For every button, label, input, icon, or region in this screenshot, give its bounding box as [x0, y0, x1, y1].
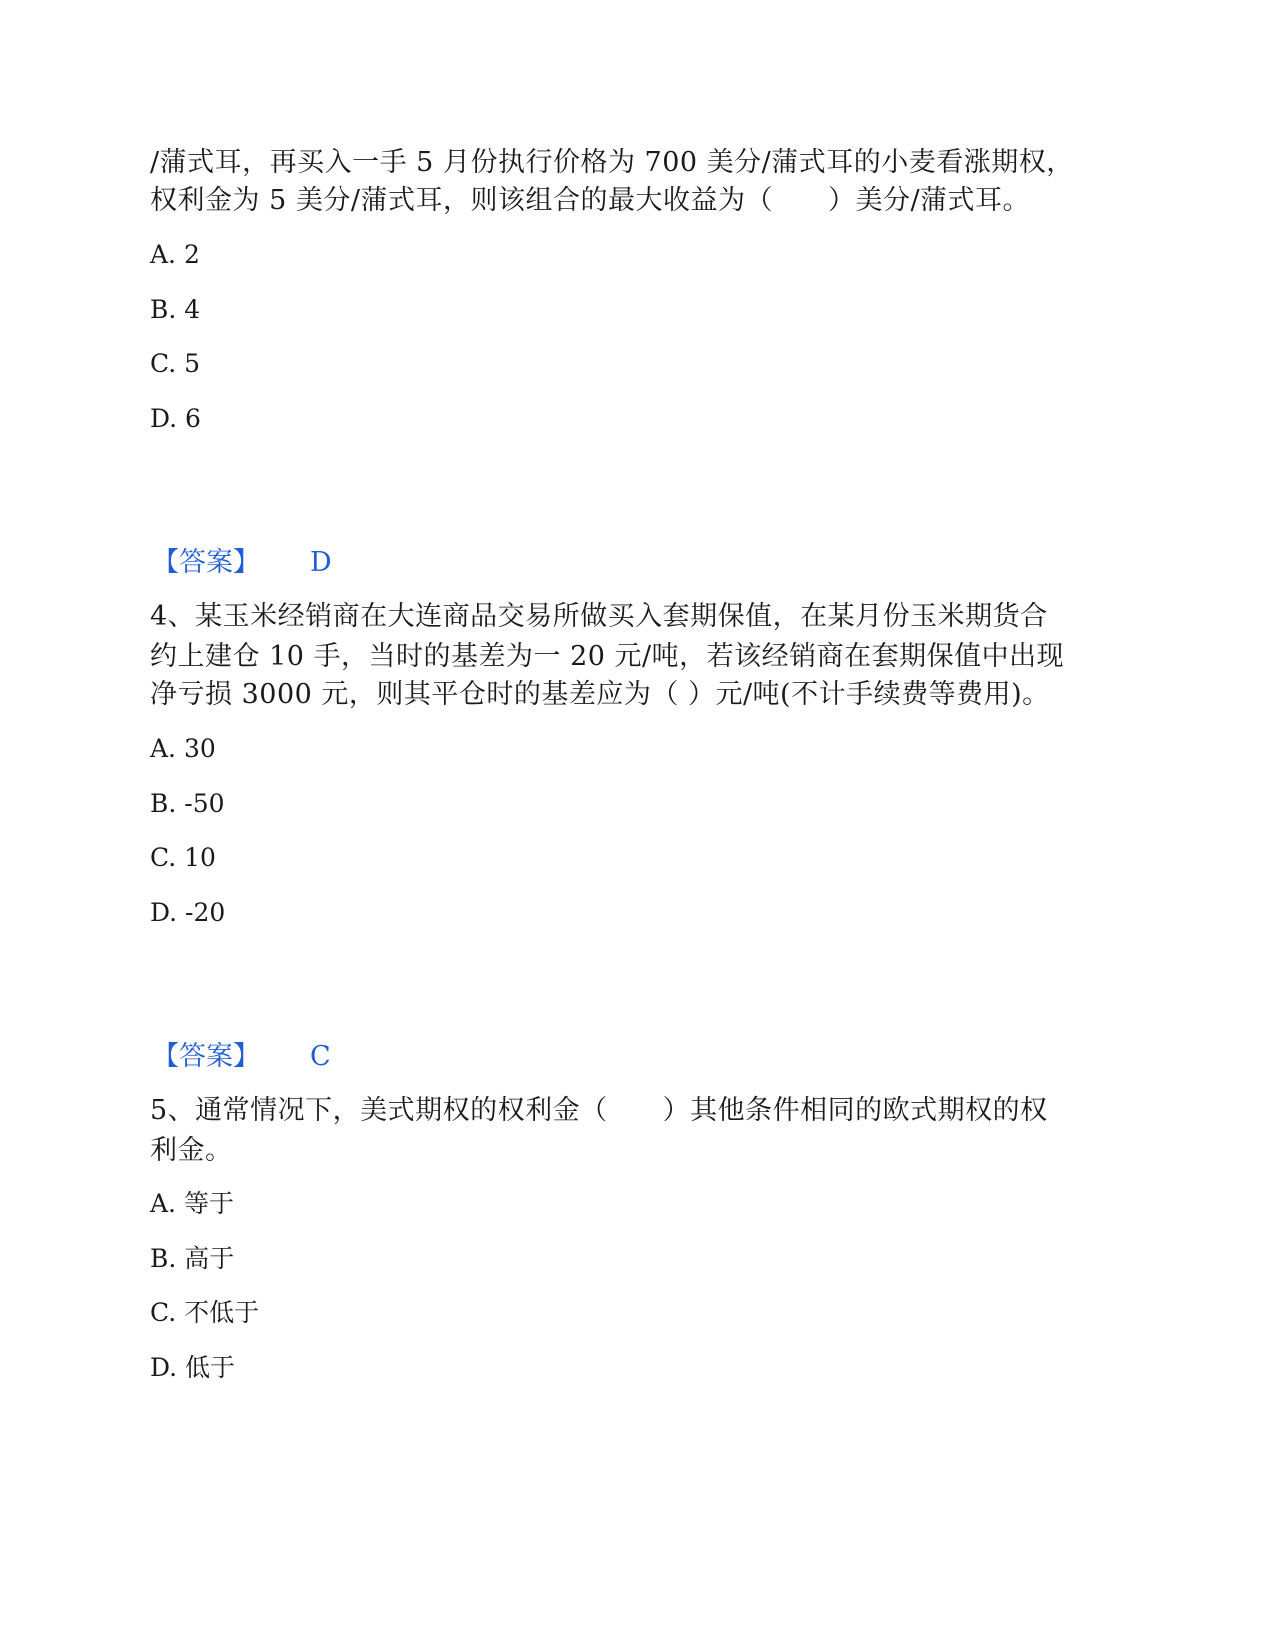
answer-label: 【答案】 — [152, 547, 260, 578]
question-4-option-b: B. -50 — [150, 789, 225, 818]
question-5-option-c: C. 不低于 — [150, 1298, 260, 1327]
question-4-line-2: 约上建仓 10 手，当时的基差为一 20 元/吨，若该经销商在套期保值中出现 — [150, 641, 1065, 672]
answer-value: C — [310, 1041, 331, 1072]
question-5-line-1: 5、通常情况下，美式期权的权利金（ ）其他条件相同的欧式期权的权 — [150, 1095, 1048, 1126]
question-4-line-1: 4、某玉米经销商在大连商品交易所做买入套期保值，在某月份玉米期货合 — [150, 601, 1048, 632]
question-3-option-b: B. 4 — [150, 295, 201, 324]
question-3-option-d: D. 6 — [150, 404, 201, 433]
question-4-option-d: D. -20 — [150, 898, 226, 927]
question-5-option-b: B. 高于 — [150, 1244, 235, 1273]
question-5-line-2: 利金。 — [150, 1135, 233, 1166]
question-4-line-3: 净亏损 3000 元，则其平仓时的基差应为（ ）元/吨(不计手续费等费用)。 — [150, 679, 1050, 710]
answer-label: 【答案】 — [152, 1041, 260, 1072]
question-3-option-a: A. 2 — [150, 240, 200, 269]
question-5-option-a: A. 等于 — [150, 1189, 234, 1218]
question-4-answer — [152, 1037, 331, 1077]
question-4-option-a: A. 30 — [150, 734, 216, 763]
question-3-line-1: /蒲式耳，再买入一手 5 月份执行价格为 700 美分/蒲式耳的小麦看涨期权， — [150, 147, 1074, 178]
question-4-option-c: C. 10 — [150, 843, 216, 872]
question-5-option-d: D. 低于 — [150, 1353, 236, 1382]
question-3-answer — [152, 543, 332, 583]
question-3-option-c: C. 5 — [150, 349, 201, 378]
answer-value: D — [310, 547, 332, 578]
question-3-line-2: 权利金为 5 美分/蒲式耳，则该组合的最大收益为（ ）美分/蒲式耳。 — [150, 185, 1031, 216]
